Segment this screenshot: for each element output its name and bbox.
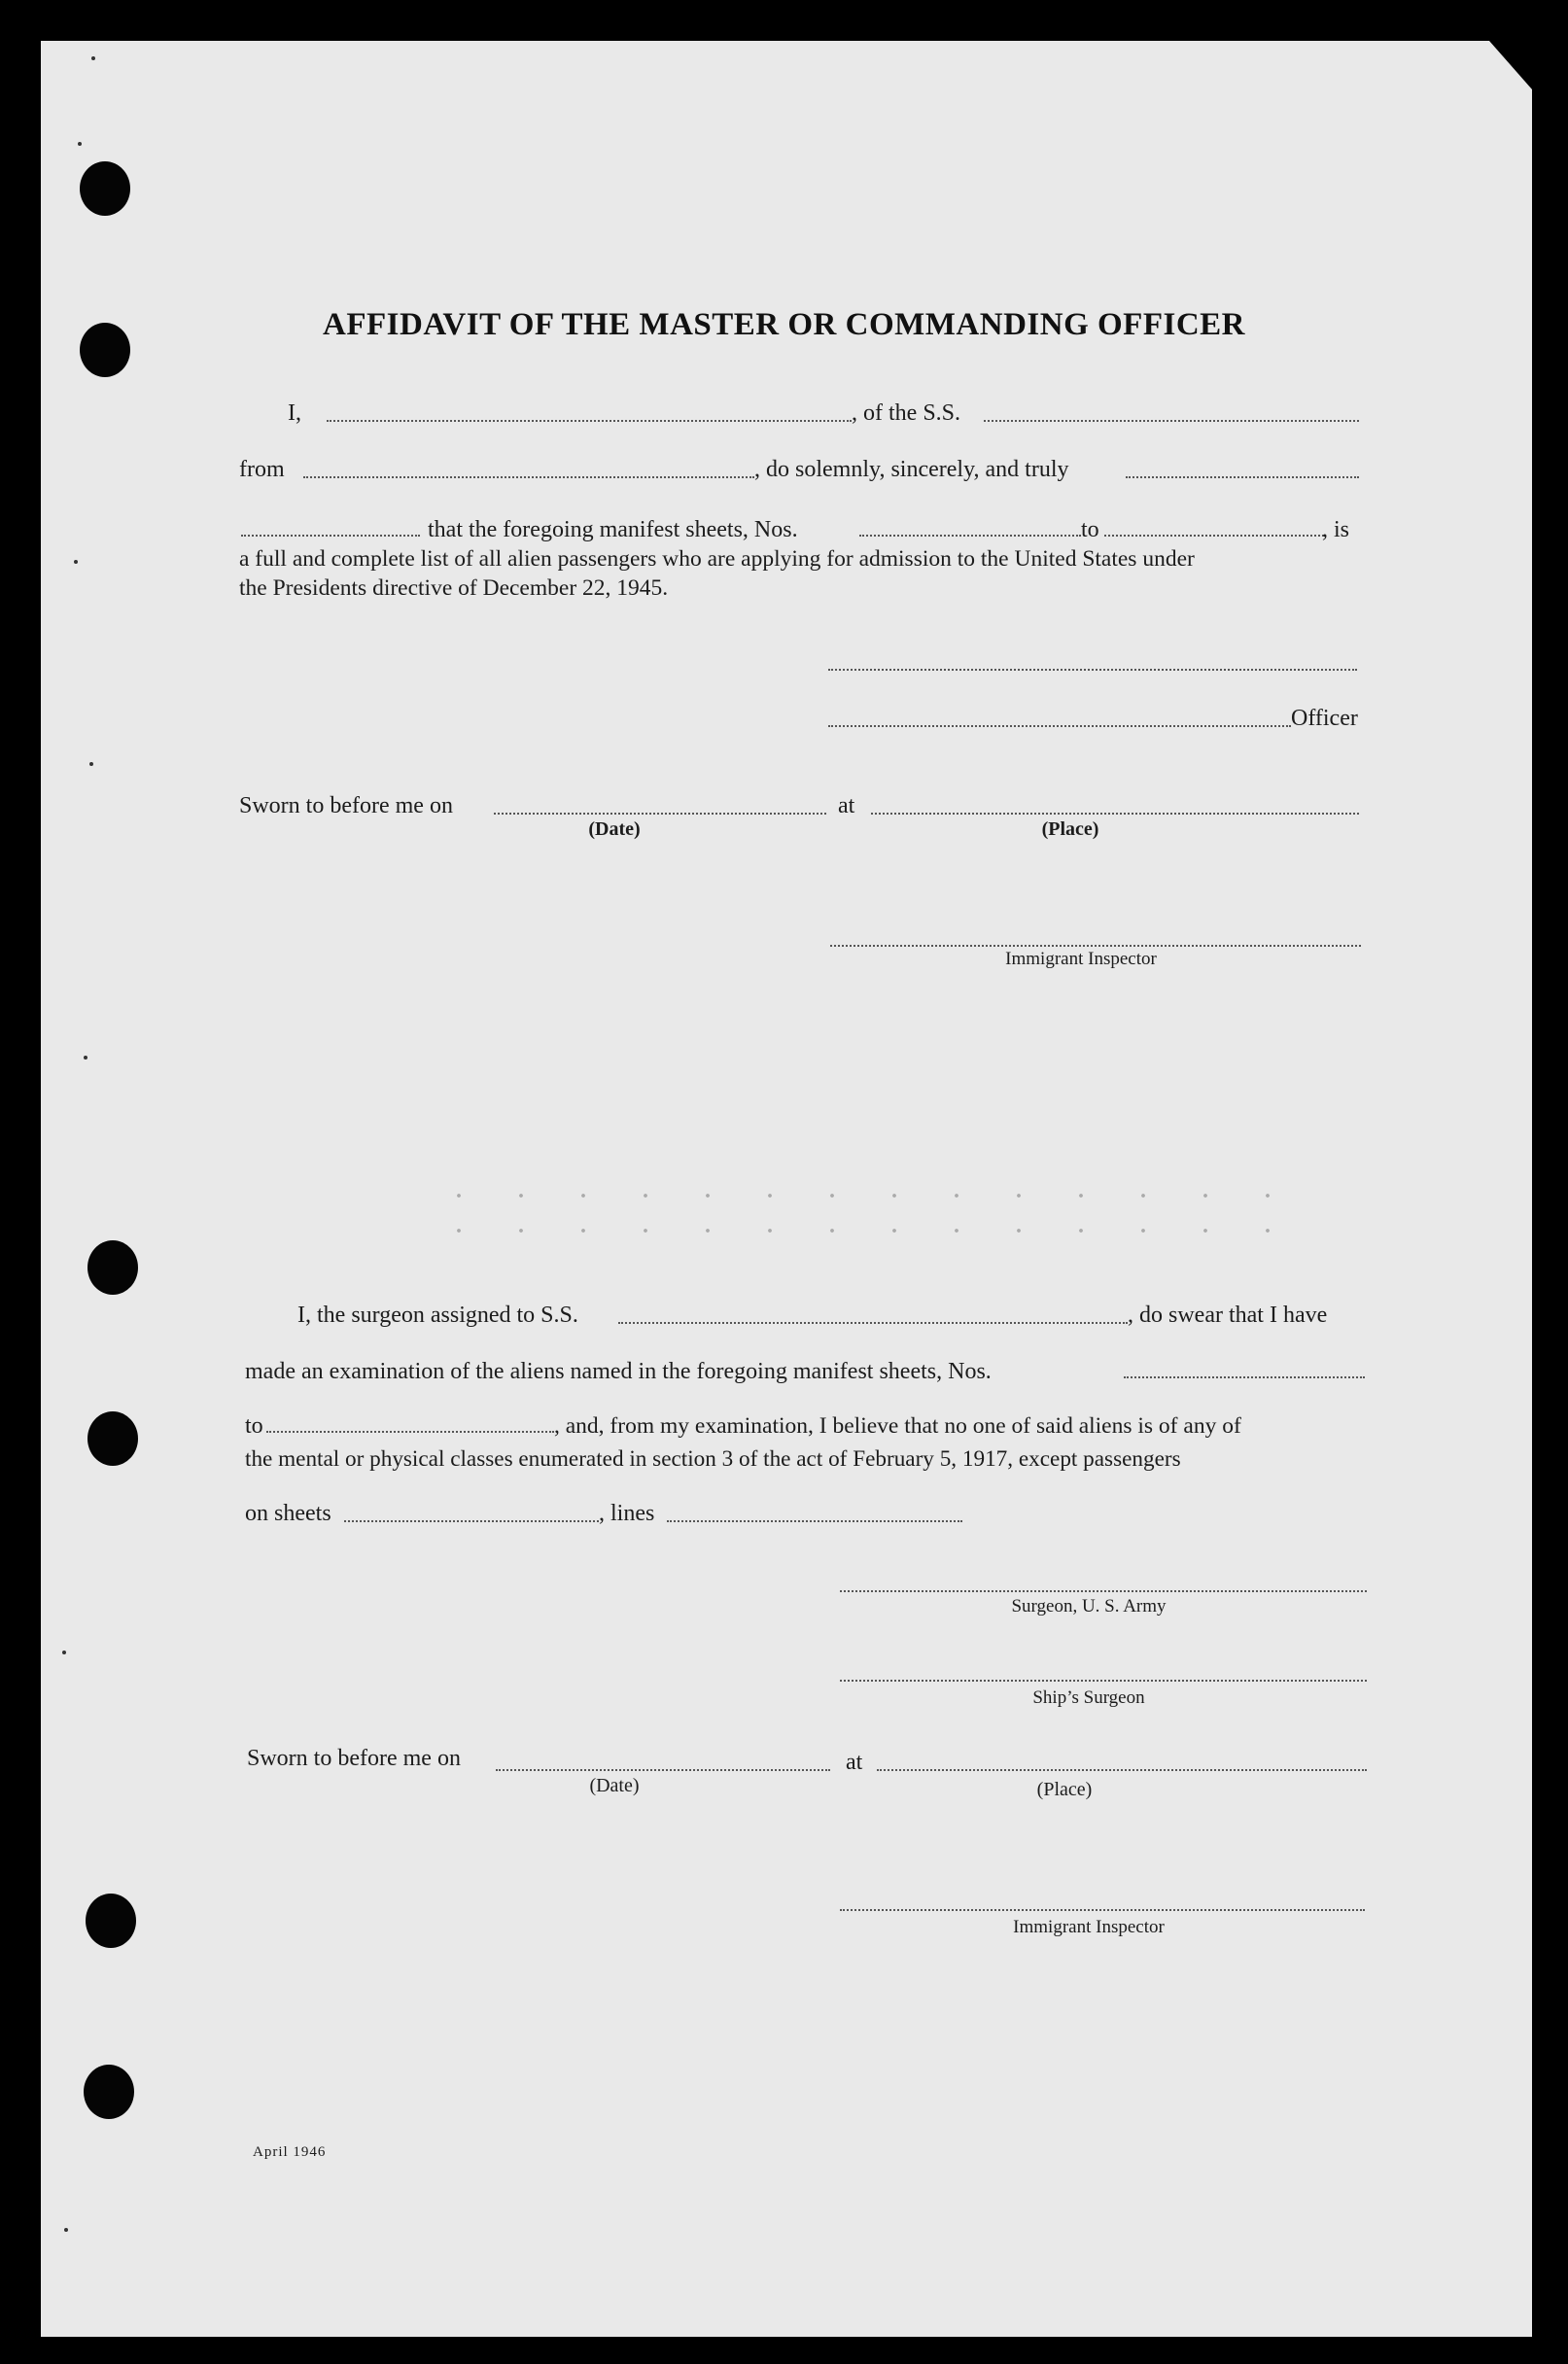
- surgeon-sworn-date-field[interactable]: [496, 1769, 830, 1771]
- swear-label: , do swear that I have: [1128, 1303, 1328, 1328]
- form-date-footer: April 1946: [253, 2144, 327, 2160]
- lines-field[interactable]: [667, 1520, 962, 1522]
- master-name-field[interactable]: [327, 420, 852, 422]
- to-label: to: [1081, 517, 1099, 542]
- officer-title-field[interactable]: [828, 725, 1291, 727]
- army-surgeon-caption: Surgeon, U. S. Army: [1011, 1596, 1167, 1617]
- place-caption: (Place): [1041, 818, 1099, 840]
- solemnly-label: , do solemnly, sincerely, and truly: [754, 457, 1069, 482]
- surgeon-sworn-label: Sworn to before me on: [247, 1746, 461, 1771]
- examination-label: made an examination of the aliens named in the foregoing manifest sheets, Nos.: [245, 1359, 992, 1384]
- punch-hole: [80, 161, 130, 216]
- statement-line-4: a full and complete list of all alien passengers who are applying for admission to the United States under: [239, 546, 1195, 572]
- ship-surgeon-signature-field[interactable]: [840, 1680, 1367, 1682]
- date-caption: (Date): [588, 818, 641, 840]
- paper-speck: [84, 1056, 87, 1060]
- to-sheet-label: to: [245, 1413, 263, 1439]
- sworn-place-field[interactable]: [871, 813, 1359, 815]
- sheets-field[interactable]: [344, 1520, 599, 1522]
- examination-sheets-field[interactable]: [1124, 1376, 1365, 1378]
- paper-speck: [91, 56, 95, 60]
- inspector-signature-field[interactable]: [830, 945, 1361, 947]
- surgeon-intro: I, the surgeon assigned to S.S.: [297, 1303, 578, 1328]
- paper-speck: [89, 762, 93, 766]
- pronoun-label: I,: [288, 400, 301, 426]
- is-label: , is: [1322, 517, 1350, 542]
- manifest-from-field[interactable]: [859, 535, 1081, 537]
- inspector-caption: Immigrant Inspector: [1005, 949, 1157, 969]
- at-label: at: [838, 793, 855, 818]
- form-title: AFFIDAVIT OF THE MASTER OR COMMANDING OFFICER: [323, 307, 1245, 342]
- army-surgeon-signature-field[interactable]: [840, 1590, 1367, 1592]
- sworn-label: Sworn to before me on: [239, 793, 453, 818]
- surgeon-ship-field[interactable]: [618, 1322, 1128, 1324]
- officer-signature-field[interactable]: [828, 669, 1357, 671]
- sworn-date-field[interactable]: [494, 813, 826, 815]
- master-line-1: [288, 399, 1357, 428]
- from-label: from: [239, 457, 285, 482]
- surgeon-date-caption: (Date): [589, 1775, 640, 1796]
- faint-dot-row: [428, 1178, 1322, 1256]
- manifest-label: that the foregoing manifest sheets, Nos.: [428, 517, 798, 542]
- oath-word-field[interactable]: [241, 535, 420, 537]
- lines-label: , lines: [599, 1501, 655, 1526]
- surgeon-inspector-signature-field[interactable]: [840, 1909, 1365, 1911]
- belief-label: , and, from my examination, I believe that no one of said aliens is of any of: [554, 1413, 1241, 1439]
- punch-hole: [87, 1411, 138, 1466]
- surgeon-at-label: at: [846, 1750, 863, 1775]
- ship-surgeon-caption: Ship’s Surgeon: [1032, 1687, 1145, 1708]
- surgeon-inspector-caption: Immigrant Inspector: [1013, 1917, 1165, 1937]
- to-sheet-field[interactable]: [266, 1431, 554, 1433]
- paper-speck: [78, 142, 82, 146]
- surgeon-place-caption: (Place): [1036, 1779, 1093, 1800]
- on-sheets-label: on sheets: [245, 1501, 331, 1526]
- punch-hole: [87, 1240, 138, 1295]
- punch-hole: [86, 1894, 136, 1948]
- statement-line-5: the Presidents directive of December 22, 1945.: [239, 575, 669, 601]
- paper-speck: [74, 560, 78, 564]
- surgeon-sworn-place-field[interactable]: [877, 1769, 1367, 1771]
- officer-label: Officer: [1291, 706, 1358, 731]
- classes-label: the mental or physical classes enumerated in section 3 of the act of February 5, 1917, except passengers: [245, 1446, 1181, 1472]
- ship-label: , of the S.S.: [852, 400, 961, 426]
- ship-name-field[interactable]: [984, 420, 1359, 422]
- port-field[interactable]: [303, 476, 754, 478]
- paper-speck: [64, 2228, 68, 2232]
- punch-hole: [84, 2065, 134, 2119]
- manifest-to-field[interactable]: [1104, 535, 1324, 537]
- oath-field[interactable]: [1126, 476, 1359, 478]
- paper-speck: [62, 1651, 66, 1654]
